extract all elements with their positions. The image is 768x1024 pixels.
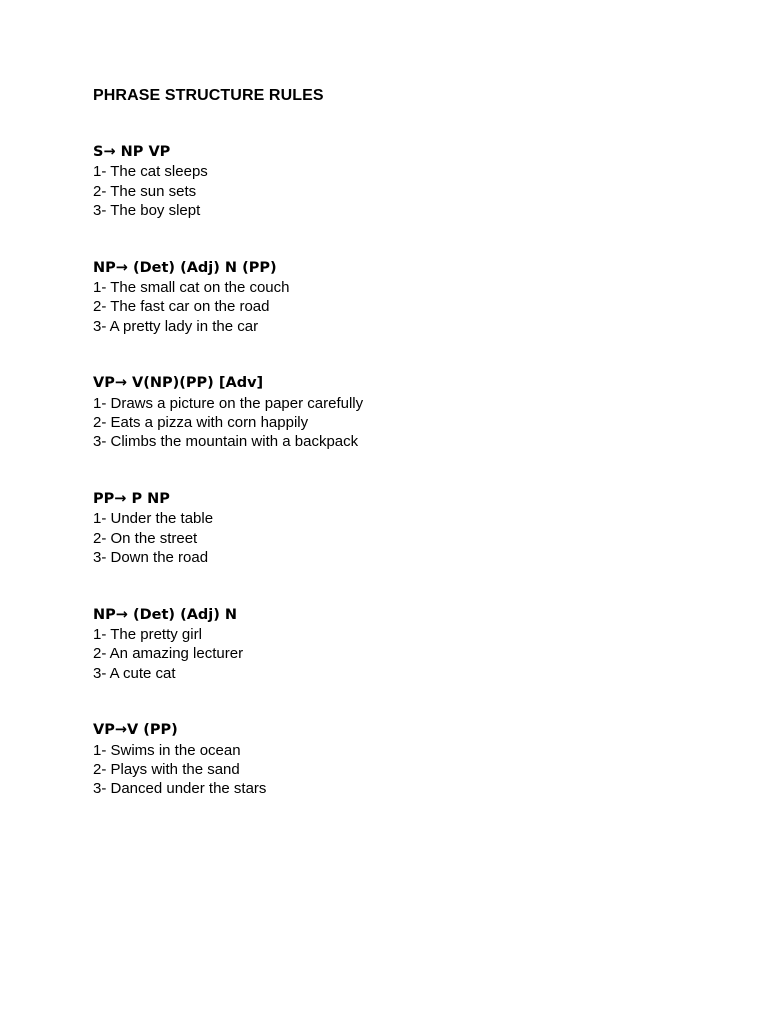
example-item: 1- The small cat on the couch	[93, 279, 290, 297]
example-item: 3- Danced under the stars	[93, 780, 267, 798]
example-item: 2- Plays with the sand	[93, 760, 240, 778]
example-item: 1- Swims in the ocean	[93, 741, 241, 759]
example-item: 2- On the street	[93, 529, 198, 547]
example-item: 2- The fast car on the road	[93, 298, 270, 316]
rule-heading: VP→ V(NP)(PP) [Adv]	[93, 375, 264, 392]
example-list	[93, 509, 713, 567]
example-item: 3- A pretty lady in the car	[93, 317, 259, 335]
example-list	[93, 741, 713, 799]
document-page	[93, 86, 713, 799]
rule-heading: S→ NP VP	[93, 144, 171, 160]
example-item: 3- A cute cat	[93, 664, 176, 682]
example-item: 2- The sun sets	[93, 182, 197, 200]
example-item: 1- Draws a picture on the paper carefully	[93, 394, 364, 412]
rule-heading: NP→ (Det) (Adj) N	[93, 606, 238, 623]
rule-section-np	[93, 606, 713, 684]
example-list	[93, 278, 713, 336]
example-item: 1- The pretty girl	[93, 625, 202, 643]
rule-section-vp-adv	[93, 374, 713, 452]
example-item: 3- The boy slept	[93, 202, 201, 220]
rule-section-pp	[93, 490, 713, 568]
rule-section-s	[93, 143, 713, 221]
example-item: 3- Down the road	[93, 549, 209, 567]
rule-heading: NP→ (Det) (Adj) N (PP)	[93, 259, 277, 276]
example-item: 3- Climbs the mountain with a backpack	[93, 433, 359, 451]
example-item: 2- An amazing lecturer	[93, 645, 244, 663]
rule-section-np-pp	[93, 259, 713, 337]
example-list	[93, 394, 713, 452]
document-title: PHRASE STRUCTURE RULES	[93, 87, 324, 104]
example-list	[93, 162, 713, 220]
example-item: 1- The cat sleeps	[93, 163, 208, 181]
example-list	[93, 625, 713, 683]
example-item: 1- Under the table	[93, 510, 214, 528]
rule-section-vp-pp	[93, 721, 713, 799]
example-item: 2- Eats a pizza with corn happily	[93, 414, 309, 432]
rule-heading: PP→ P NP	[93, 490, 170, 507]
rule-heading: VP→V (PP)	[93, 722, 178, 739]
